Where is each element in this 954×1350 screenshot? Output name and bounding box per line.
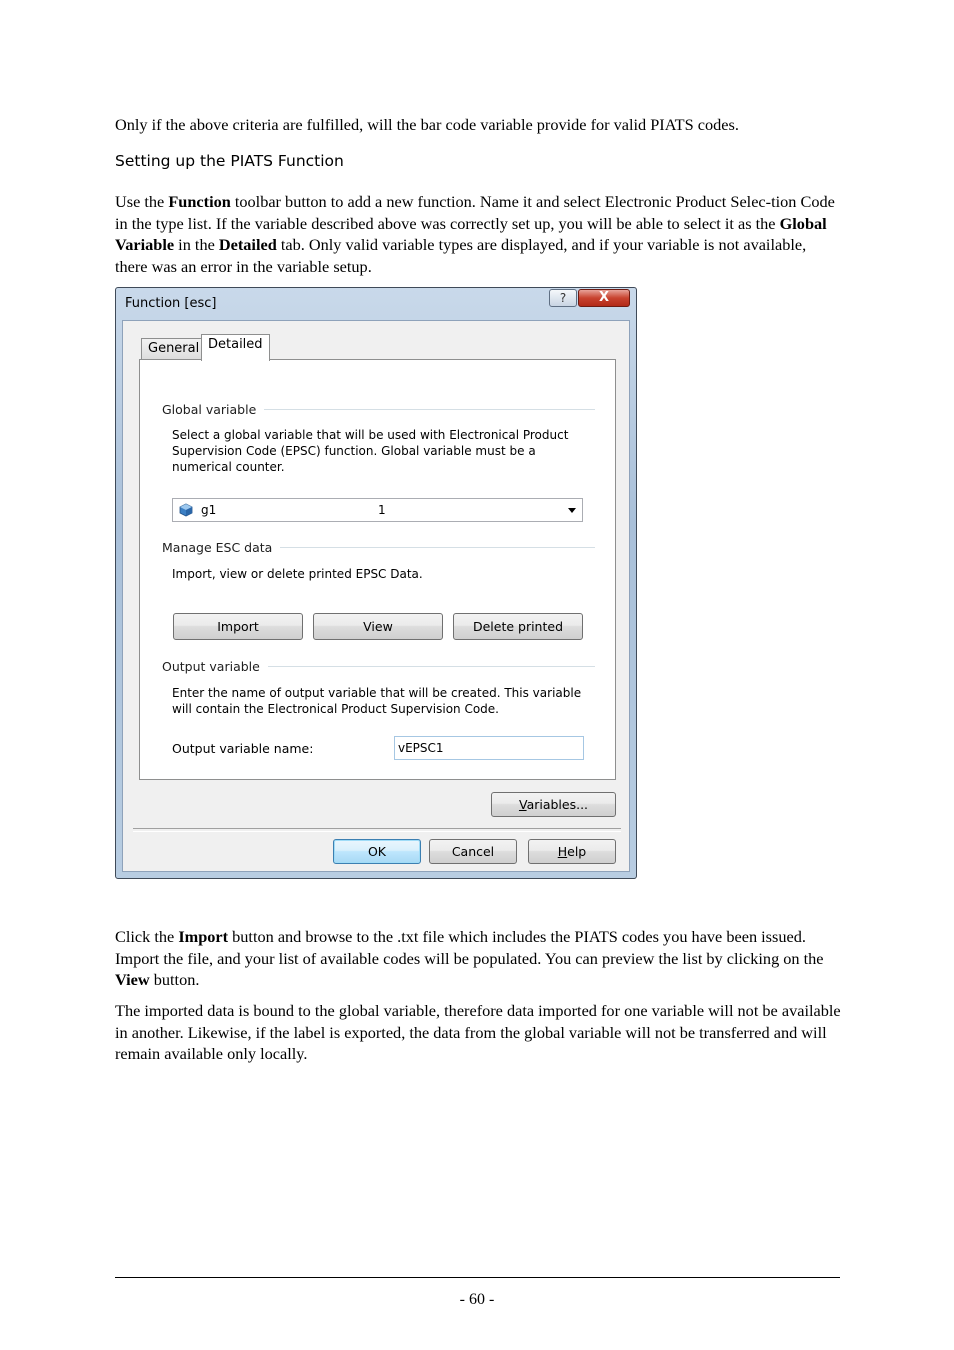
text-run: tab. Only valid variable types are displayed, and if your variable is not available, there was an error in the variable setup.: [115, 235, 807, 276]
dialog-title: Function [esc]: [125, 296, 217, 311]
output-variable-description: Enter the name of output variable that will be created. This variable will contain the Electronical Product Supervision Code.: [172, 686, 582, 716]
group-divider: [275, 547, 595, 548]
global-binding-paragraph: The imported data is bound to the global variable, therefore data imported for one variable will not be available in another. Likewise, if the label is exported, the data from the global variable will not be transferred and will remain available only locally.: [115, 1001, 841, 1063]
tab-general[interactable]: General: [141, 338, 206, 360]
dialog-client-area: [122, 320, 630, 872]
section-heading: Setting up the PIATS Function: [115, 152, 344, 170]
group-divider: [265, 666, 595, 667]
footer-rule: [115, 1277, 840, 1278]
function-dialog: [115, 287, 637, 879]
button-label: ariables...: [526, 797, 589, 812]
tab-detailed[interactable]: Detailed: [201, 334, 270, 361]
variable-cube-icon: [179, 503, 193, 517]
bold-view: View: [115, 970, 150, 989]
mnemonic: V: [518, 797, 527, 812]
mnemonic: H: [557, 844, 568, 859]
group-title-output-variable: Output variable: [162, 659, 268, 674]
global-variable-combobox[interactable]: [172, 498, 583, 522]
output-variable-label: Output variable name:: [172, 741, 314, 756]
combo-variable-name: g1: [201, 503, 217, 517]
bold-function: Function: [168, 192, 231, 211]
bold-detailed: Detailed: [218, 235, 277, 254]
text-run: Use the: [115, 192, 169, 211]
text-run: Click the: [115, 927, 179, 946]
group-divider: [260, 409, 595, 410]
text-run: button and browse to the .txt file which includes the PIATS codes you have been issued. Import the file, and your list of available codes will be populated. You can preview the list by clicking on the: [115, 927, 824, 968]
delete-printed-button[interactable]: Delete printed: [453, 613, 583, 640]
chevron-down-icon[interactable]: [568, 508, 576, 513]
group-title-global-variable: Global variable: [162, 402, 264, 417]
variables-button[interactable]: [491, 792, 616, 817]
cancel-button[interactable]: Cancel: [429, 839, 517, 864]
help-question-icon[interactable]: ?: [549, 289, 577, 307]
bold-global-variable: Global Variable: [115, 213, 827, 254]
manage-esc-description: Import, view or delete printed EPSC Data.: [172, 567, 423, 581]
page-number: - 60 -: [459, 1291, 495, 1308]
global-variable-description: Select a global variable that will be used with Electronical Product Supervision Code (EPSC) function. Global variable must be a numerical counter.: [172, 428, 569, 474]
button-label: elp: [567, 844, 587, 859]
combo-variable-value: 1: [378, 503, 386, 517]
import-button[interactable]: Import: [173, 613, 303, 640]
help-button[interactable]: [528, 839, 616, 864]
function-paragraph: [115, 191, 841, 277]
group-title-manage-esc: Manage ESC data: [162, 540, 280, 555]
view-button[interactable]: View: [313, 613, 443, 640]
dialog-separator: [133, 828, 621, 832]
text-run: button.: [149, 970, 200, 989]
text-run: in the: [174, 235, 219, 254]
output-variable-name-input[interactable]: vEPSC1: [394, 736, 584, 760]
close-icon[interactable]: X: [578, 289, 630, 307]
intro-paragraph: Only if the above criteria are fulfilled, will the bar code variable provide for valid PIATS codes.: [115, 115, 739, 134]
text-run: toolbar button to add a new function. Name it and select Electronic Product Selec-tion Code in the type list. If the variable described above was correctly set up, you will be able to select it as the: [115, 192, 835, 233]
ok-button[interactable]: OK: [333, 839, 421, 864]
dialog-titlebar: [116, 288, 636, 320]
bold-import: Import: [178, 927, 229, 946]
import-paragraph: [115, 926, 841, 991]
detailed-tab-panel: [139, 359, 616, 780]
